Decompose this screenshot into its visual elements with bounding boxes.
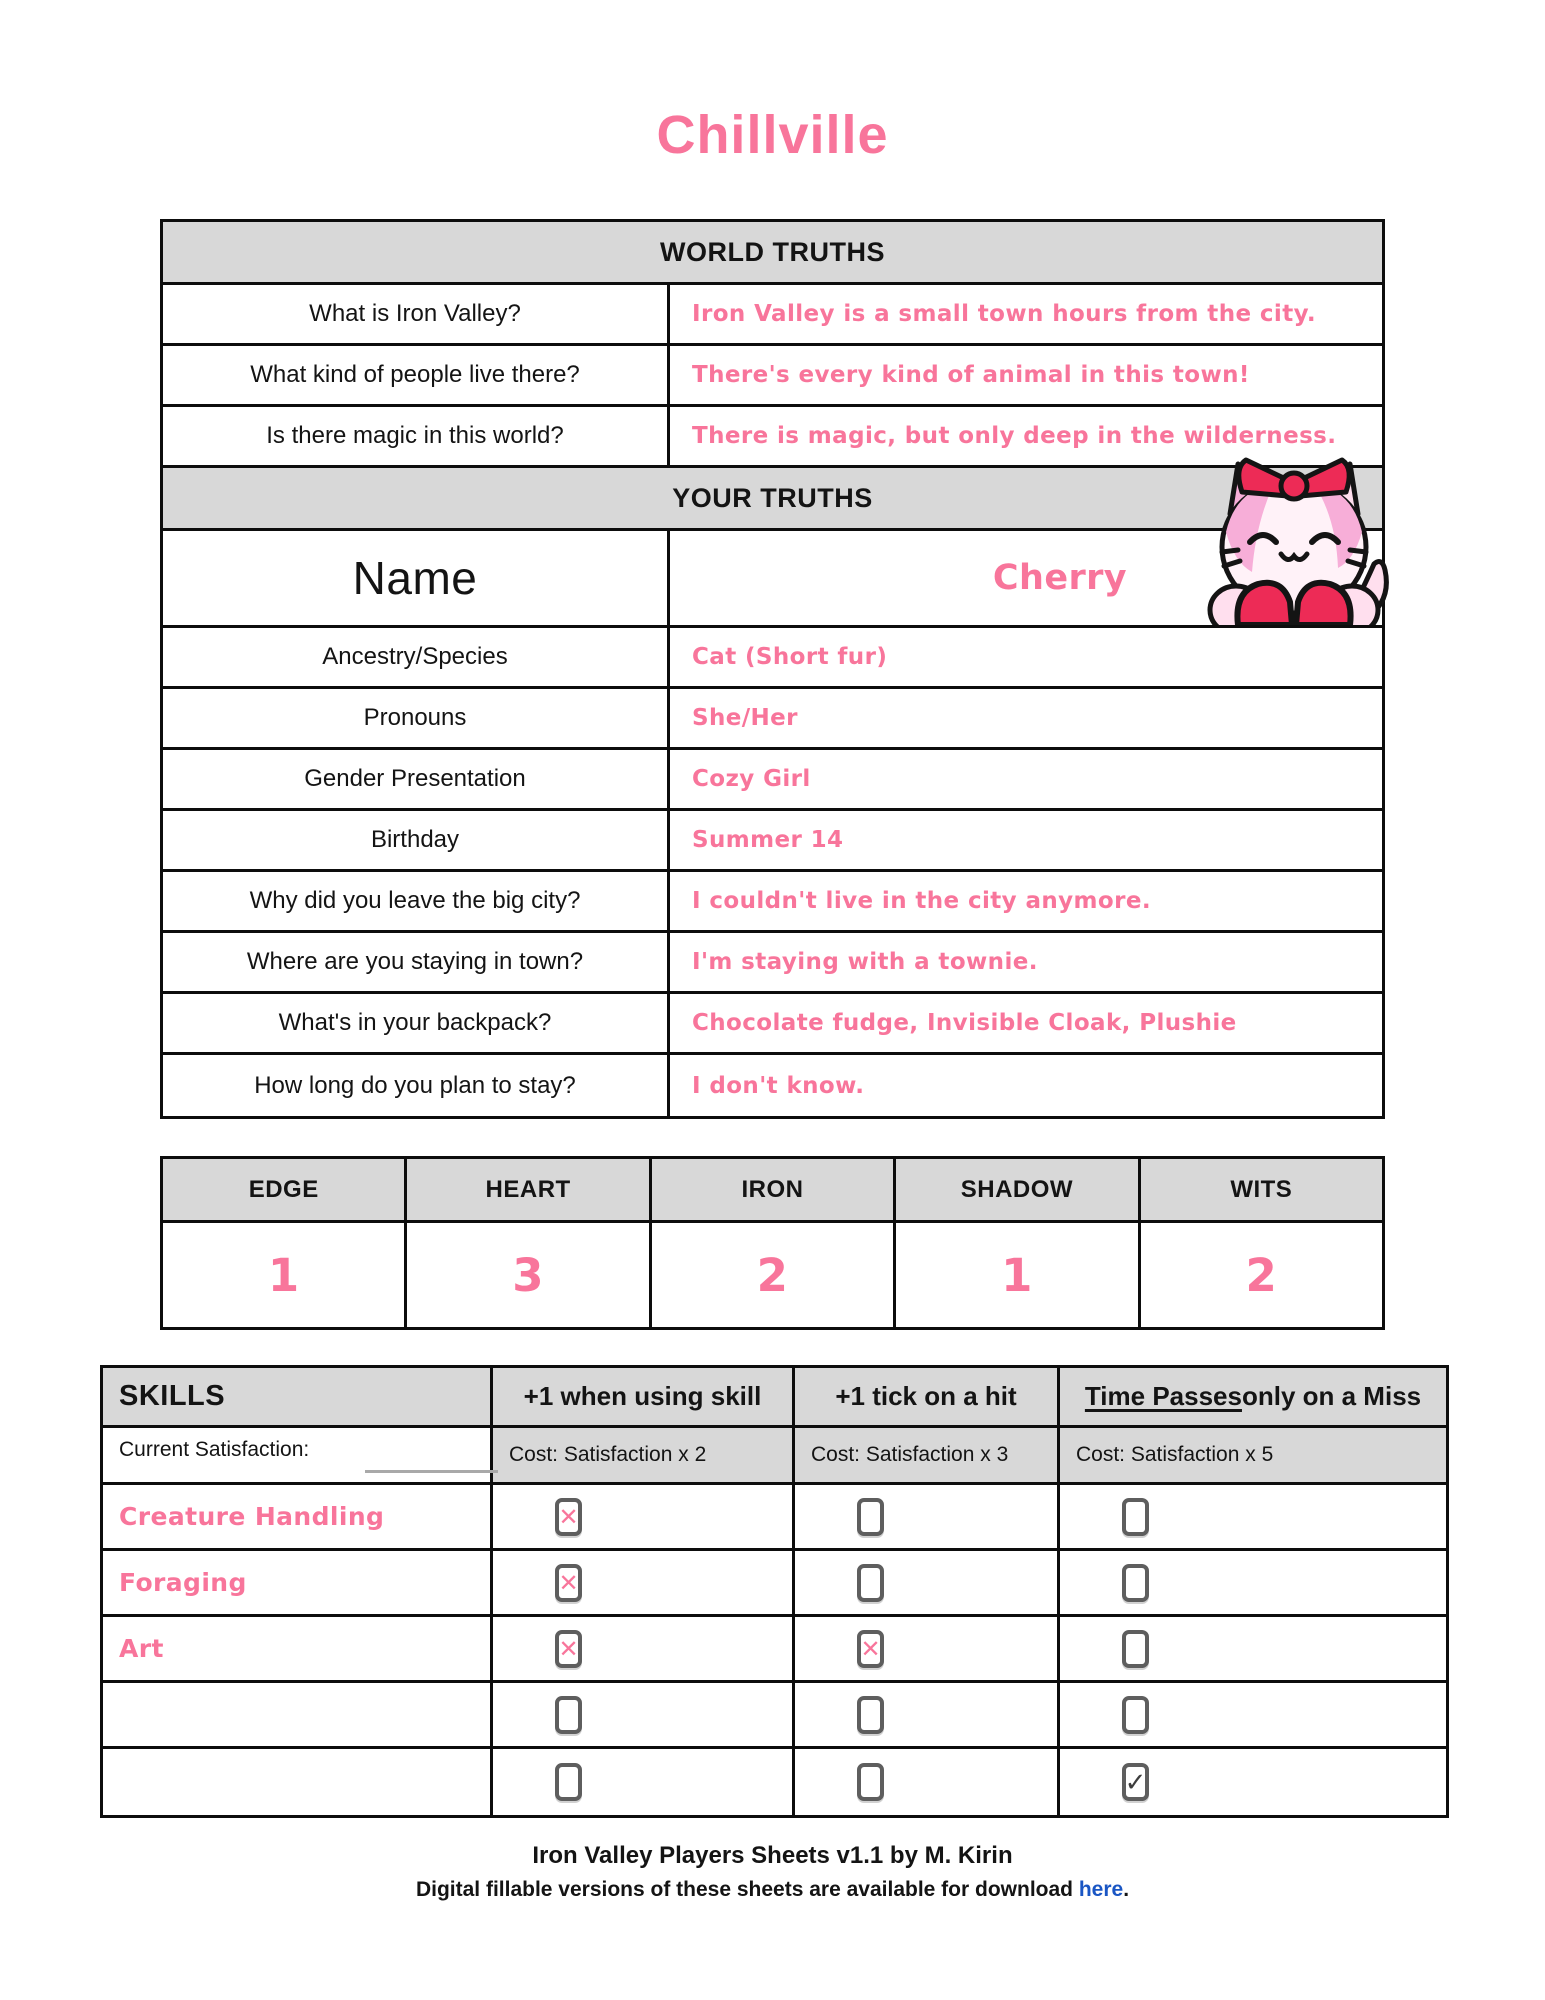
question-label: Pronouns bbox=[163, 689, 670, 747]
answer-text: Chocolate fudge, Invisible Cloak, Plushie bbox=[692, 1010, 1237, 1036]
table-row bbox=[163, 285, 1382, 346]
name-value: Cherry bbox=[992, 558, 1127, 598]
stat-value-edge[interactable]: 1 bbox=[163, 1223, 407, 1327]
skill-row bbox=[103, 1617, 1446, 1683]
skill-name-field[interactable]: Art bbox=[103, 1617, 493, 1680]
answer-field[interactable] bbox=[670, 994, 1382, 1052]
answer-field[interactable] bbox=[670, 346, 1382, 404]
question-label: What kind of people live there? bbox=[163, 346, 670, 404]
truths-table bbox=[160, 219, 1385, 1119]
question-label: Is there magic in this world? bbox=[163, 407, 670, 465]
question-label: What is Iron Valley? bbox=[163, 285, 670, 343]
stats-values-row bbox=[163, 1223, 1382, 1327]
answer-field[interactable] bbox=[670, 872, 1382, 930]
stats-header-row bbox=[163, 1159, 1382, 1223]
table-row bbox=[163, 994, 1382, 1055]
stats-table bbox=[160, 1156, 1385, 1330]
table-row bbox=[163, 346, 1382, 407]
stat-label-shadow: SHADOW bbox=[896, 1159, 1140, 1220]
download-link[interactable]: here bbox=[1072, 1878, 1124, 1901]
stat-value-wits[interactable]: 2 bbox=[1245, 1248, 1278, 1302]
table-row bbox=[163, 750, 1382, 811]
skill-checkbox[interactable] bbox=[555, 1564, 582, 1602]
footer-download-line: Digital fillable versions of these sheets are available for download here. bbox=[415, 1878, 1130, 1901]
answer-field[interactable] bbox=[670, 689, 1382, 747]
answer-field[interactable] bbox=[670, 750, 1382, 808]
stat-label-iron: IRON bbox=[652, 1159, 896, 1220]
answer-text: She/Her bbox=[692, 705, 798, 731]
question-label: Ancestry/Species bbox=[163, 628, 670, 686]
skills-table bbox=[100, 1365, 1449, 1818]
skill-name-field[interactable] bbox=[103, 1749, 493, 1815]
satisfaction-row bbox=[103, 1428, 1446, 1485]
cost-label-2x: Cost: Satisfaction x 2 bbox=[493, 1428, 795, 1482]
skill-checkbox[interactable] bbox=[857, 1564, 884, 1602]
answer-text: Iron Valley is a small town hours from the city. bbox=[692, 301, 1317, 327]
answer-text: There is magic, but only deep in the wilderness. bbox=[692, 423, 1337, 449]
skill-row bbox=[103, 1749, 1446, 1815]
table-row bbox=[163, 628, 1382, 689]
footer-credit: Iron Valley Players Sheets v1.1 by M. Kirin bbox=[532, 1842, 1013, 1869]
table-row bbox=[163, 933, 1382, 994]
skill-checkbox[interactable] bbox=[1122, 1498, 1149, 1536]
skill-row bbox=[103, 1485, 1446, 1551]
world-truths-header: WORLD TRUTHS bbox=[163, 222, 1382, 285]
skill-checkbox[interactable] bbox=[1122, 1630, 1149, 1668]
skill-name-field[interactable] bbox=[103, 1683, 493, 1746]
stat-label-wits: WITS bbox=[1230, 1175, 1293, 1203]
skill-checkbox[interactable] bbox=[857, 1696, 884, 1734]
answer-field[interactable] bbox=[670, 1055, 1382, 1116]
answer-text: Summer 14 bbox=[692, 827, 844, 853]
answer-field[interactable] bbox=[670, 811, 1382, 869]
skill-checkbox[interactable] bbox=[555, 1498, 582, 1536]
question-label: How long do you plan to stay? bbox=[163, 1055, 670, 1116]
page-title: Chillville bbox=[656, 105, 889, 165]
skill-checkbox[interactable] bbox=[857, 1763, 884, 1801]
satisfaction-label: Current Satisfaction: bbox=[103, 1428, 493, 1482]
question-label: Where are you staying in town? bbox=[163, 933, 670, 991]
answer-text: I don't know. bbox=[692, 1072, 865, 1099]
skill-name-field[interactable]: Foraging bbox=[103, 1551, 493, 1614]
stat-label-edge: EDGE bbox=[163, 1159, 407, 1220]
cost-label-5x: Cost: Satisfaction x 5 bbox=[1060, 1428, 1446, 1482]
footer bbox=[0, 1842, 1545, 1902]
skill-checkbox[interactable] bbox=[857, 1498, 884, 1536]
question-label: What's in your backpack? bbox=[163, 994, 670, 1052]
skill-checkbox[interactable] bbox=[1122, 1763, 1149, 1801]
skills-col2-header: +1 when using skill bbox=[493, 1368, 795, 1425]
skills-header-row bbox=[103, 1368, 1446, 1428]
table-row bbox=[163, 1055, 1382, 1116]
skill-checkbox[interactable] bbox=[857, 1630, 884, 1668]
skill-row bbox=[103, 1683, 1446, 1749]
question-label: Birthday bbox=[163, 811, 670, 869]
skill-checkbox[interactable] bbox=[555, 1630, 582, 1668]
stat-value-iron[interactable]: 2 bbox=[652, 1223, 896, 1327]
table-row bbox=[163, 689, 1382, 750]
answer-text: Cat (Short fur) bbox=[692, 644, 888, 670]
answer-text: There's every kind of animal in this town! bbox=[692, 362, 1250, 388]
skill-checkbox[interactable] bbox=[1122, 1564, 1149, 1602]
skill-row bbox=[103, 1551, 1446, 1617]
question-label: Why did you leave the big city? bbox=[163, 872, 670, 930]
table-row bbox=[163, 872, 1382, 933]
cat-illustration bbox=[1196, 452, 1392, 625]
table-row bbox=[163, 811, 1382, 872]
skill-checkbox[interactable] bbox=[555, 1763, 582, 1801]
stat-value-heart[interactable]: 3 bbox=[407, 1223, 651, 1327]
answer-field[interactable] bbox=[670, 628, 1382, 686]
stat-label-heart: HEART bbox=[407, 1159, 651, 1220]
answer-text: Cozy Girl bbox=[692, 766, 811, 792]
answer-field[interactable] bbox=[670, 933, 1382, 991]
skills-header: SKILLS bbox=[103, 1368, 493, 1425]
skill-checkbox[interactable] bbox=[1122, 1696, 1149, 1734]
question-label: Gender Presentation bbox=[163, 750, 670, 808]
cost-label-3x: Cost: Satisfaction x 3 bbox=[795, 1428, 1060, 1482]
skills-col4-header: Time Passes only on a Miss bbox=[1084, 1381, 1422, 1411]
name-label: Name bbox=[163, 531, 670, 625]
skills-col3-header: +1 tick on a hit bbox=[795, 1368, 1060, 1425]
answer-field[interactable] bbox=[670, 285, 1382, 343]
answer-text: I'm staying with a townie. bbox=[692, 949, 1038, 975]
answer-text: I couldn't live in the city anymore. bbox=[692, 888, 1151, 914]
skill-name-field[interactable]: Creature Handling bbox=[103, 1485, 493, 1548]
satisfaction-blank[interactable] bbox=[365, 1470, 498, 1473]
stat-value-shadow[interactable]: 1 bbox=[896, 1223, 1140, 1327]
skill-checkbox[interactable] bbox=[555, 1696, 582, 1734]
your-truths-header: YOUR TRUTHS bbox=[163, 468, 1382, 531]
